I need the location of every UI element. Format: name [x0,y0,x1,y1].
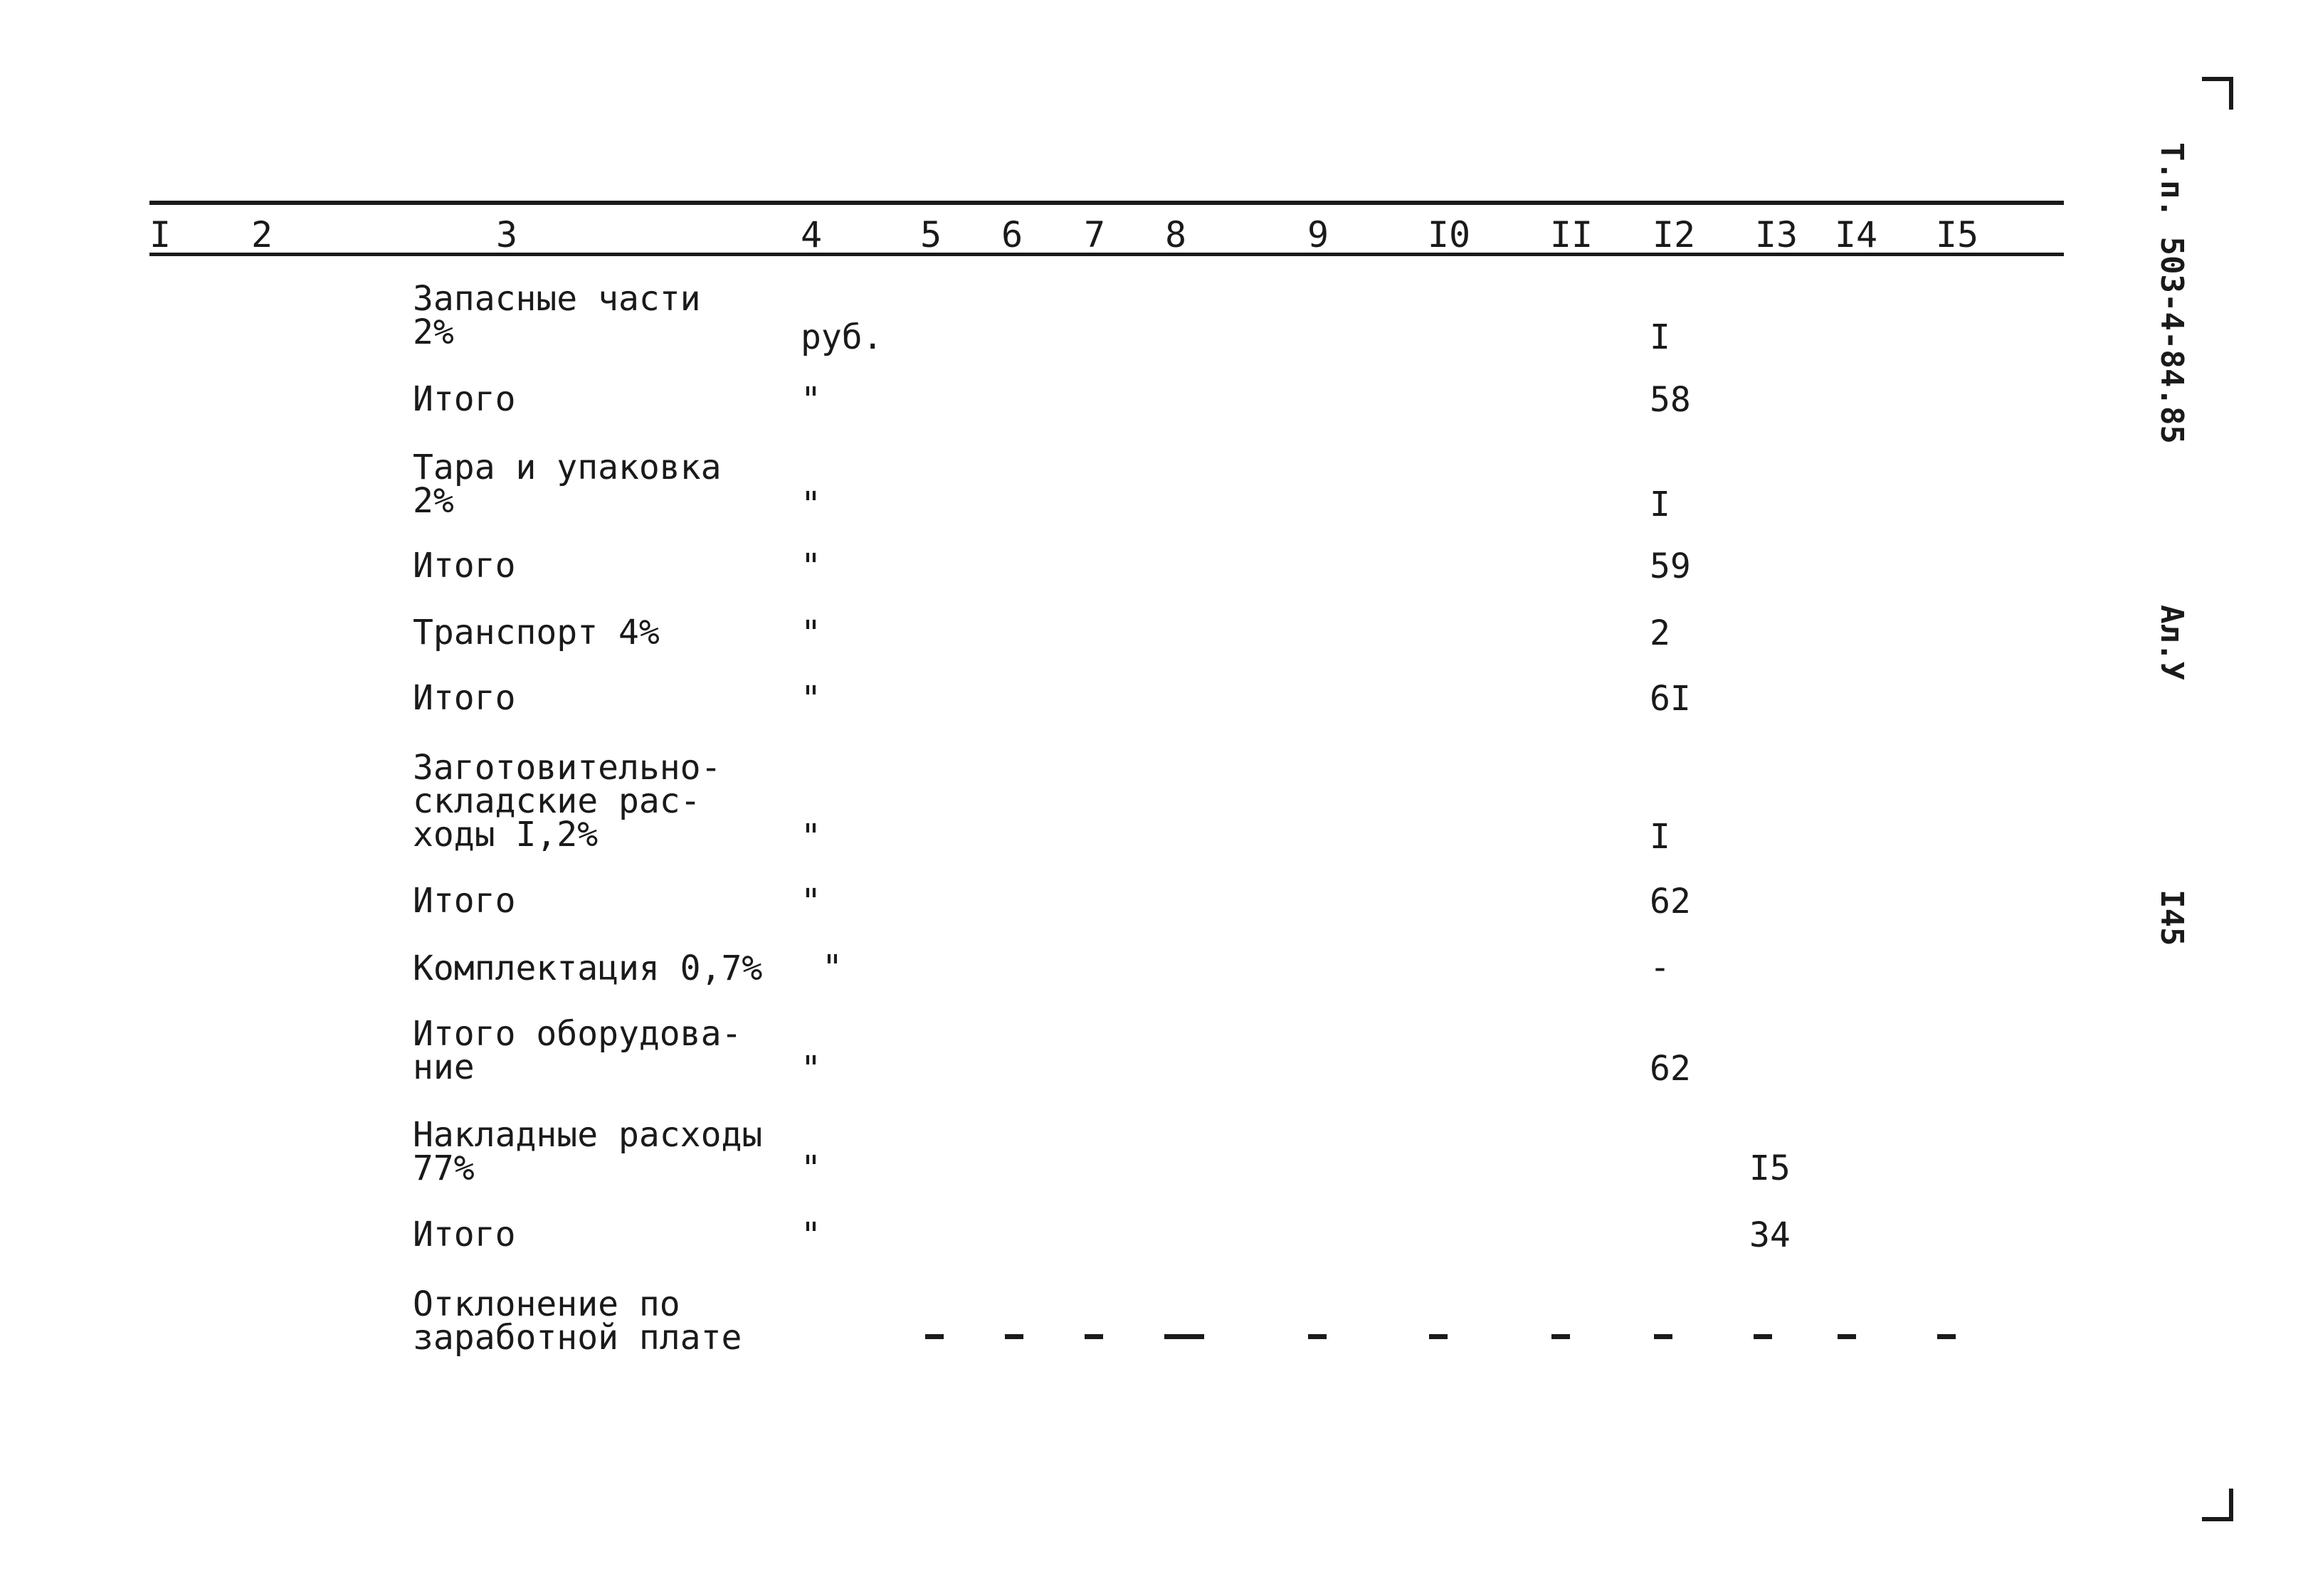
row-label: Комплектация 0,7% [413,948,763,988]
dash-mark [1937,1334,1956,1339]
album-label: Ал.У [2154,605,2190,680]
dash-mark [1551,1334,1570,1339]
row-unit: " [801,546,821,586]
column-number: I0 [1427,214,1471,255]
row-value-col12: 62 [1650,882,1691,921]
column-number: 7 [1083,214,1106,255]
row-value-col12: I [1650,317,1670,357]
row-label: Итого [413,881,516,921]
column-number: I2 [1652,214,1696,255]
table-top-rule [149,201,2064,205]
row-unit: " [801,817,821,857]
row-value-col12: 59 [1650,546,1691,586]
dash-mark [925,1334,944,1339]
dash-mark [1429,1334,1448,1339]
row-value-col12: I [1650,817,1670,857]
dash-mark [1754,1334,1772,1339]
row-unit: " [822,948,843,988]
column-number: 5 [919,214,942,255]
row-value-col13: I5 [1749,1148,1791,1188]
row-label: Запасные части 2% [413,279,701,352]
column-number: II [1549,214,1593,255]
row-label: Итого [413,678,516,718]
column-number: 4 [800,214,823,255]
row-unit: " [801,679,821,719]
column-number: I [149,214,172,255]
row-label: Заготовительно- складские рас- ходы I,2% [413,748,722,855]
row-unit: " [801,485,821,524]
column-number: 3 [495,214,518,255]
dash-mark [1838,1334,1856,1339]
row-label: Итого [413,379,516,419]
row-value-col12: 6I [1650,679,1691,719]
row-unit: " [801,1049,821,1089]
dash-mark [1654,1334,1672,1339]
column-number: 9 [1307,214,1329,255]
row-unit: " [801,882,821,921]
column-number: 8 [1164,214,1187,255]
row-label: Итого оборудова- ние [413,1014,742,1087]
row-label: Транспорт 4% [413,613,660,652]
dash-mark [1085,1334,1103,1339]
row-label: Итого [413,546,516,586]
column-number: 6 [1001,214,1023,255]
row-value-col12: 58 [1650,380,1691,420]
corner-mark-bottom [2202,1489,2233,1521]
row-value-col12: 62 [1650,1049,1691,1089]
column-number: 2 [251,214,273,255]
row-value-col13: 34 [1749,1215,1791,1255]
dash-mark [1164,1334,1204,1339]
row-unit: руб. [801,317,883,357]
column-number: I5 [1935,214,1979,255]
row-label: Накладные расходы 77% [413,1115,763,1188]
row-value-col12: I [1650,485,1670,524]
row-label: Отклонение по заработной плате [413,1284,742,1358]
corner-mark-top [2202,77,2233,110]
column-number: I3 [1754,214,1798,255]
row-value-col12: 2 [1650,613,1670,653]
column-number: I4 [1834,214,1878,255]
document-code: Т.п. 503-4-84.85 [2154,142,2190,444]
row-unit: " [801,1148,821,1188]
row-label: Тара и упаковка 2% [413,448,722,521]
dash-mark [1308,1334,1327,1339]
page-number: I45 [2154,889,2190,946]
row-unit: " [801,1215,821,1255]
row-label: Итого [413,1215,516,1254]
dash-mark [1005,1334,1023,1339]
row-unit: " [801,613,821,653]
row-unit: " [801,380,821,420]
row-value-col12: - [1650,948,1670,988]
